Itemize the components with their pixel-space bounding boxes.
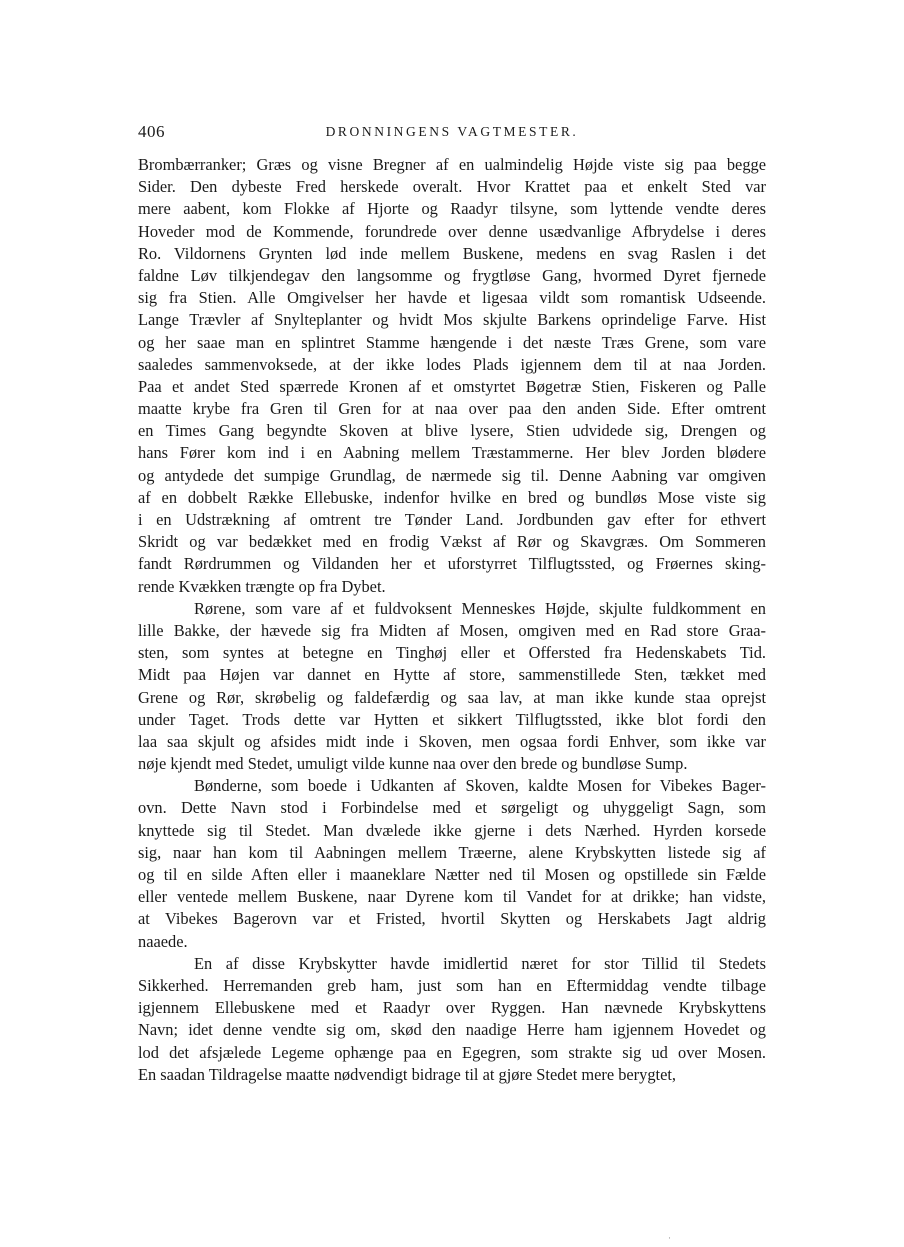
text-line: rende Kvækken trængte op fra Dybet. <box>138 576 386 596</box>
text-line: Navn; idet denne vendte sig om, skød den naadige Herre ham igjennem Hovedet og <box>138 1020 766 1040</box>
text-line: af en dobbelt Række Ellebuske, indenfor hvilke en bred og bundløs Mose viste sig <box>138 487 766 507</box>
text-line: Grene og Rør, skrøbelig og faldefærdig og saa lav, at man ikke kunde staa oprejst <box>138 687 766 707</box>
text-line: knyttede sig til Stedet. Man dvælede ikke gjerne i dets Nærhed. Hyrden korsede <box>138 820 766 840</box>
text-line: lod det afsjælede Legeme ophænge paa en Egegren, som strakte sig ud over Mosen. <box>138 1042 766 1062</box>
page-number: 406 <box>138 122 165 141</box>
text-line: hans Fører kom ind i en Aabning mellem Træstammerne. Her blev Jorden blødere <box>138 443 766 463</box>
text-line: laa saa skjult og afsides midt inde i Skoven, men ogsaa fordi Enhver, som ikke var <box>138 731 766 751</box>
text-line: og antydede det sumpige Grundlag, de nærmede sig til. Denne Aabning var omgiven <box>138 465 766 485</box>
text-line: mere aabent, kom Flokke af Hjorte og Raadyr tilsyne, som lyttende vendte deres <box>138 199 766 219</box>
paragraph <box>138 154 766 598</box>
text-line: ovn. Dette Navn stod i Forbindelse med et sørgeligt og uhyggeligt Sagn, som <box>138 798 766 818</box>
text-line: Brombærranker; Græs og visne Bregner af en ualmindelig Højde viste sig paa begge <box>138 155 766 174</box>
text-line: under Taget. Trods dette var Hytten et sikkert Tilflugtssted, ikke blot fordi den <box>138 709 766 729</box>
text-line: maatte krybe fra Gren til Gren for at naa over paa den anden Side. Efter omtrent <box>138 399 766 419</box>
text-line: Lange Trævler af Snylteplanter og hvidt Mos skjulte Barkens oprindelige Farve. Hist <box>138 310 766 330</box>
text-line: En af disse Krybskytter havde imidlertid næret for stor Tillid til Stedets <box>194 953 766 973</box>
text-line: saaledes sammenvoksede, at der ikke lodes Plads igjennem dem til at naa Jorden. <box>138 354 766 374</box>
paragraph <box>138 598 766 776</box>
text-line: naaede. <box>138 931 188 951</box>
text-line: Sikkerhed. Herremanden greb ham, just som han en Eftermiddag vendte tilbage <box>138 975 766 995</box>
text-line: fandt Rørdrummen og Vildanden her et uforstyrret Tilflugtssted, og Frøernes sking- <box>138 554 766 574</box>
text-line: Bønderne, som boede i Udkanten af Skoven, kaldte Mosen for Vibekes Bager- <box>194 776 766 796</box>
text-line: igjennem Ellebuskene med et Raadyr over Ryggen. Han nævnede Krybskyttens <box>138 998 766 1018</box>
text-line: Midt paa Højen var dannet en Hytte af store, sammenstillede Sten, tækket med <box>138 665 766 685</box>
paragraph <box>138 953 766 1086</box>
paragraph <box>138 775 766 953</box>
text-line: nøje kjendt med Stedet, umuligt vilde kunne naa over den brede og bundløse Sump. <box>138 754 688 774</box>
text-line: og til en silde Aften eller i maaneklare Nætter ned til Mosen og opstillede sin Fælde <box>138 865 766 884</box>
text-line: og her saae man en splintret Stamme hængende i det næste Træs Grene, som vare <box>138 332 766 352</box>
text-line: sig, naar han kom til Aabningen mellem Træerne, alene Krybskytten listede sig af <box>138 842 766 862</box>
text-line: faldne Løv tilkjendegav den langsomme og frygtløse Gang, hvormed Dyret fjernede <box>138 265 766 285</box>
text-line: i en Udstrækning af omtrent tre Tønder Land. Jordbunden gav efter for ethvert <box>138 510 766 529</box>
scan-speck-decoration: · <box>668 1233 671 1243</box>
body-text <box>138 154 766 1086</box>
text-line: Ro. Vildornens Grynten lød inde mellem Buskene, medens en svag Raslen i det <box>138 243 766 263</box>
text-line: lille Bakke, der hævede sig fra Midten af Mosen, omgiven med en Rad store Graa- <box>138 620 766 640</box>
running-title: DRONNINGENS VAGTMESTER. <box>325 124 579 139</box>
text-line: Sider. Den dybeste Fred herskede overalt. Hvor Krattet paa et enkelt Sted var <box>138 177 766 197</box>
text-line: eller ventede mellem Buskene, naar Dyrene kom til Vandet for at drikke; han vidste, <box>138 887 766 907</box>
text-line: Paa et andet Sted spærrede Kronen af et omstyrtet Bøgetræ Stien, Fiskeren og Palle <box>138 376 766 396</box>
running-head <box>138 122 766 142</box>
text-line: sig fra Stien. Alle Omgivelser her havde et ligesaa vildt som romantisk Udseende. <box>138 288 766 308</box>
text-line: En saadan Tildragelse maatte nødvendigt bidrage til at gjøre Stedet mere berygtet, <box>138 1064 677 1084</box>
text-line: sten, som syntes at betegne en Tinghøj eller et Offersted fra Hedenskabets Tid. <box>138 643 766 663</box>
text-line: en Times Gang begyndte Skoven at blive lysere, Stien udvidede sig, Drengen og <box>138 421 766 441</box>
text-line: at Vibekes Bagerovn var et Fristed, hvortil Skytten og Herskabets Jagt aldrig <box>138 909 766 929</box>
text-line: Hoveder mod de Kommende, forundrede over denne usædvanlige Afbrydelse i deres <box>138 221 766 241</box>
text-line: Skridt og var bedækket med en frodig Vækst af Rør og Skavgræs. Om Sommeren <box>138 532 766 552</box>
text-line: Rørene, som vare af et fuldvoksent Menneskes Højde, skjulte fuldkomment en <box>194 598 766 618</box>
